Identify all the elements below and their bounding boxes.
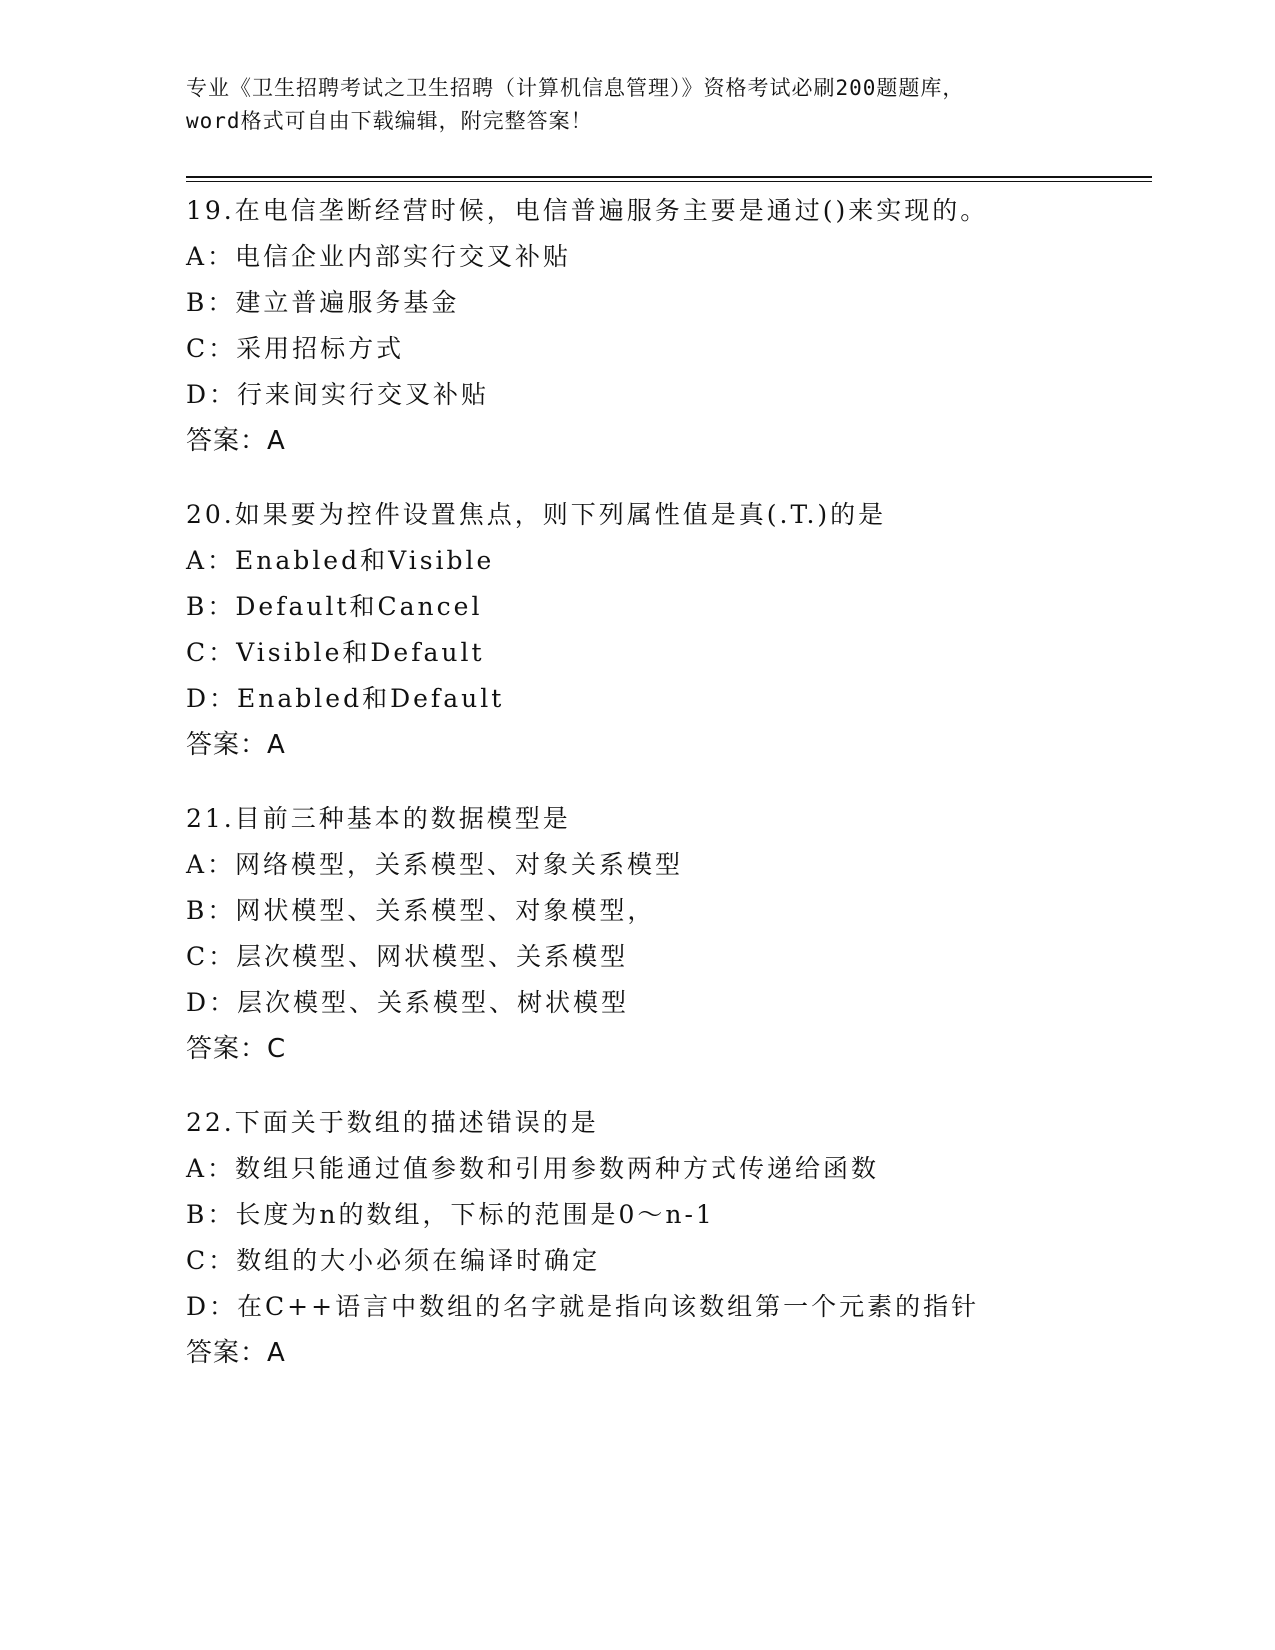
option-d: D：Enabled和Default [186, 684, 505, 713]
option-b: B：Default和Cancel [186, 592, 483, 621]
question-20 [186, 492, 1152, 768]
document-header [186, 72, 1086, 138]
option-b: B：网状模型、关系模型、对象模型， [186, 896, 656, 925]
option-c: C：层次模型、网状模型、关系模型 [186, 942, 629, 971]
header-divider-thick [186, 176, 1152, 178]
option-a: A：Enabled和Visible [186, 546, 495, 575]
option-b: B：长度为n的数组，下标的范围是0～n-1 [186, 1200, 715, 1229]
option-c: C：Visible和Default [186, 638, 485, 667]
option-a: A：数组只能通过值参数和引用参数两种方式传递给函数 [186, 1154, 880, 1183]
header-line-1: 专业《卫生招聘考试之卫生招聘（计算机信息管理）》资格考试必刷200题题库， [186, 76, 965, 100]
question-list [186, 188, 1152, 1404]
answer-line: 答案：A [186, 426, 286, 456]
answer-line: 答案：A [186, 730, 286, 760]
header-divider-thin [186, 181, 1152, 182]
answer-line: 答案：A [186, 1338, 286, 1368]
option-d: D：在C++语言中数组的名字就是指向该数组第一个元素的指针 [186, 1292, 980, 1321]
question-stem: 19.在电信垄断经营时候，电信普遍服务主要是通过()来实现的。 [186, 196, 989, 225]
option-c: C：数组的大小必须在编译时确定 [186, 1246, 601, 1275]
option-a: A：网络模型，关系模型、对象关系模型 [186, 850, 684, 879]
option-b: B：建立普遍服务基金 [186, 288, 460, 317]
question-stem: 21.目前三种基本的数据模型是 [186, 804, 571, 833]
option-c: C：采用招标方式 [186, 334, 405, 363]
answer-line: 答案：C [186, 1034, 287, 1064]
option-d: D：行来间实行交叉补贴 [186, 380, 490, 409]
question-22 [186, 1100, 1152, 1376]
question-21 [186, 796, 1152, 1072]
question-stem: 20.如果要为控件设置焦点，则下列属性值是真(.T.)的是 [186, 500, 887, 529]
question-19 [186, 188, 1152, 464]
question-stem: 22.下面关于数组的描述错误的是 [186, 1108, 599, 1137]
option-a: A：电信企业内部实行交叉补贴 [186, 242, 572, 271]
option-d: D：层次模型、关系模型、树状模型 [186, 988, 630, 1017]
header-line-2: word格式可自由下载编辑，附完整答案！ [186, 109, 593, 133]
